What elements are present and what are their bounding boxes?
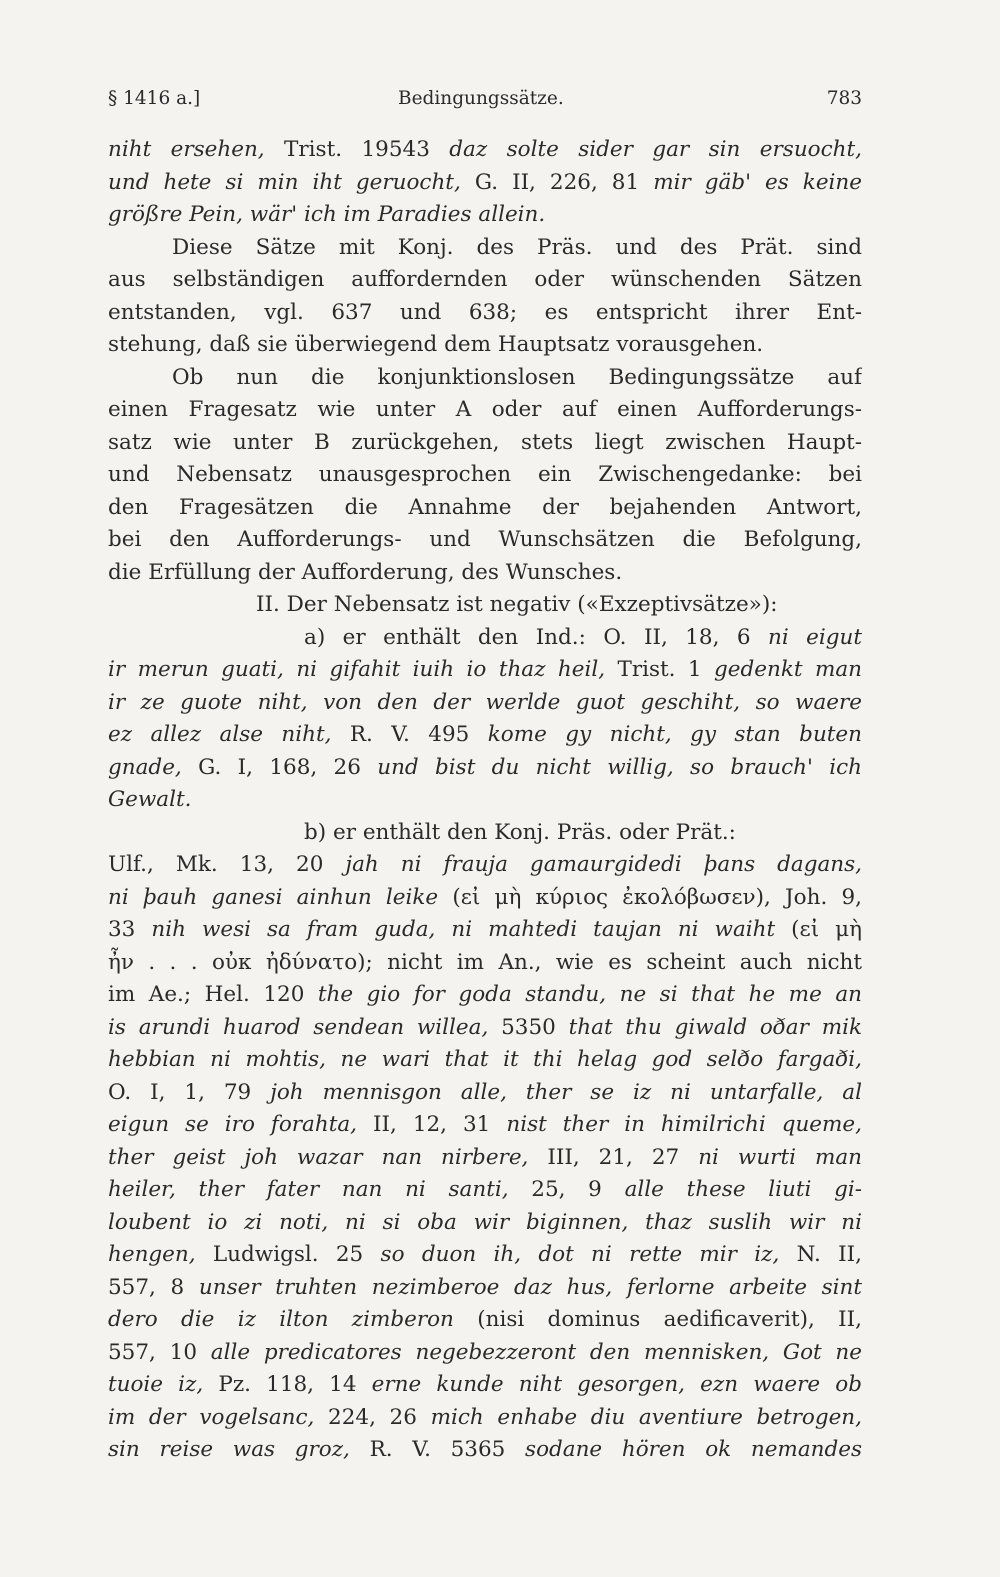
quoted-text: alle these liuti gi- [624,1177,862,1202]
quoted-text: im der vogelsanc, [108,1404,315,1430]
quoted-text: tuoie iz, [108,1372,204,1397]
text-line [108,1402,862,1435]
text-line [108,914,862,947]
text-line [108,817,862,850]
text-line [108,849,862,882]
text-run: II, 12, 31 [357,1112,507,1137]
text-run: den Fragesätzen die Annahme der bejahenden Antwort, [108,494,862,520]
text-line [108,1239,862,1272]
text-line [108,329,862,362]
quoted-text: alle predicatores negebezzeront den mennisken, Got ne [210,1339,862,1365]
text-line [108,1337,862,1370]
text-run: 33 [108,917,152,942]
text-line [108,557,862,590]
text-run: 25, 9 [508,1177,625,1202]
text-line [108,687,862,720]
quoted-text: so duon ih, dot ni rette mir iz, [380,1242,780,1267]
quoted-text: is arundi huarod sendean willea, [108,1014,489,1040]
text-line [108,1304,862,1337]
text-run: einen Fragesatz wie unter A oder auf einen Aufforderungs- [108,397,862,422]
text-line [108,427,862,460]
text-run: G. I, 168, 26 [181,754,378,780]
quoted-text: loubent io zi noti, ni si oba wir biginnen, thaz suslih wir ni [108,1209,862,1235]
text-run: Pz. 118, 14 [203,1372,372,1397]
text-run: satz wie unter B zurückgehen, stets liegt zwischen Haupt- [108,429,862,455]
quoted-text: größre Pein, wär' ich im Paradies allein. [108,202,546,227]
quoted-text: nist ther in himilrichi queme, [506,1112,862,1137]
quoted-text: und bist du nicht willig, so brauch' ich [377,754,862,780]
text-line [108,882,862,915]
text-line [108,264,862,297]
quoted-text: ir merun guati, ni gifahit iuih io thaz heil, [108,657,606,682]
quoted-text: daz solte sider gar sin ersuocht, [449,137,862,162]
text-run: Ulf., Mk. 13, 20 [108,852,346,877]
text-run: (εἰ μὴ [775,917,862,942]
text-line [108,719,862,752]
text-run: und Nebensatz unausgesprochen ein Zwischengedanke: bei [108,462,862,487]
quoted-text: the gio for goda standu, ne si that he me an [317,982,862,1007]
text-run: b) er enthält den Konj. Präs. oder Prät.: [304,819,736,845]
text-line [108,1369,862,1402]
text-run: a) er enthält den Ind.: O. II, 18, 6 [304,624,768,650]
text-line [108,362,862,395]
quoted-text: gnade, [108,754,182,780]
text-line [108,1109,862,1142]
quoted-text: kome gy nicht, gy stan buten [487,722,862,747]
running-header [108,88,862,114]
text-line [108,947,862,980]
text-line [108,459,862,492]
text-run: (nisi dominus aedificaverit), II, [453,1307,862,1332]
text-run: Trist. 1 [605,657,715,682]
quoted-text: ez allez alse niht, [108,722,332,747]
quoted-text: ni eigut [767,624,862,650]
quoted-text: eigun se iro forahta, [108,1112,358,1137]
quoted-text: heiler, ther fater nan ni santi, [108,1177,509,1202]
text-line [108,622,862,655]
quoted-text: joh mennisgon alle, ther se iz ni untarfalle, al [270,1079,862,1105]
text-run: R. V. 5365 [349,1437,526,1462]
text-line [108,134,862,167]
text-line [108,297,862,330]
text-run: II. Der Nebensatz ist negativ («Exzeptivsätze»): [256,592,778,617]
text-line [108,167,862,200]
text-run: 557, 10 [108,1339,211,1365]
quoted-text: hengen, [108,1242,196,1267]
text-run: G. II, 226, 81 [460,169,654,195]
quoted-text: ir ze guote niht, von den der werlde guot geschiht, so waere [108,689,862,715]
text-line [108,394,862,427]
quoted-text: ni wurti man [698,1144,862,1170]
quoted-text: ni þauh ganesi ainhun leike [108,884,439,910]
text-line [108,492,862,525]
text-line [108,232,862,265]
quoted-text: unser truhten nezimberoe daz hus, ferlorne arbeite sint [198,1274,862,1300]
text-line [108,752,862,785]
text-line [108,1272,862,1305]
text-run: 557, 8 [108,1274,199,1300]
text-run: O. I, 1, 79 [108,1079,271,1105]
quoted-text: mich enhabe diu aventiure betrogen, [430,1404,862,1430]
quoted-text: gedenkt man [714,657,862,682]
text-line [108,1142,862,1175]
text-run: Ob nun die konjunktionslosen Bedingungssätze auf [172,364,862,390]
quoted-text: mir gäb' es keine [653,169,862,195]
quoted-text: erne kunde niht gesorgen, ezn waere ob [371,1372,862,1397]
text-line [108,1174,862,1207]
text-run: im Ae.; Hel. 120 [108,982,318,1007]
text-line [108,1077,862,1110]
text-run: ἦν . . . οὐκ ἠδύνατο); nicht im An., wie es scheint auch nicht [108,949,862,975]
text-line [108,1434,862,1467]
text-run: Diese Sätze mit Konj. des Präs. und des Prät. sind [172,234,862,260]
text-run: aus selbständigen auffordernden oder wünschenden Sätzen [108,267,862,292]
text-run: 224, 26 [314,1404,431,1430]
text-line [108,979,862,1012]
text-run: Trist. 19543 [264,137,450,162]
page-number: 783 [826,88,862,109]
text-line [108,589,862,622]
quoted-text: that thu giwald oðar mik [568,1014,862,1040]
text-run: entstanden, vgl. 637 und 638; es entspricht ihrer Ent- [108,299,862,325]
text-run: (εἰ μὴ κύριος ἐκολόβωσεν), Joh. 9, [438,884,862,910]
text-line [108,199,862,232]
text-run: R. V. 495 [331,722,488,747]
quoted-text: Gewalt. [108,787,192,812]
text-run: die Erfüllung der Aufforderung, des Wunsches. [108,559,623,585]
quoted-text: ther geist joh wazar nan nirbere, [108,1144,529,1170]
text-run: bei den Aufforderungs- und Wunschsätzen die Befolgung, [108,527,862,552]
text-run: Ludwigsl. 25 [195,1242,381,1267]
text-line [108,1044,862,1077]
quoted-text: dero die iz ilton zimberon [108,1307,454,1332]
body-text [108,134,862,1467]
text-run: 5350 [488,1014,569,1040]
quoted-text: sin reise was groz, [108,1437,350,1462]
text-line [108,1012,862,1045]
quoted-text: nih wesi sa fram guda, ni mahtedi taujan ni waiht [151,917,776,942]
quoted-text: und hete si min iht geruocht, [108,169,461,195]
text-line [108,784,862,817]
text-run: III, 21, 27 [528,1144,699,1170]
quoted-text: hebbian ni mohtis, ne wari that it thi helag god selðo fargaði, [108,1047,862,1072]
text-line [108,524,862,557]
quoted-text: niht ersehen, [108,137,265,162]
text-line [108,654,862,687]
text-line [108,1207,862,1240]
text-run: N. II, [779,1242,862,1267]
running-title: Bedingungssätze. [398,88,564,109]
text-run: stehung, daß sie überwiegend dem Hauptsatz vorausgehen. [108,332,764,357]
section-reference: § 1416 a.] [108,88,201,109]
quoted-text: sodane hören ok nemandes [525,1437,862,1462]
quoted-text: jah ni frauja gamaurgidedi þans dagans, [345,852,862,877]
